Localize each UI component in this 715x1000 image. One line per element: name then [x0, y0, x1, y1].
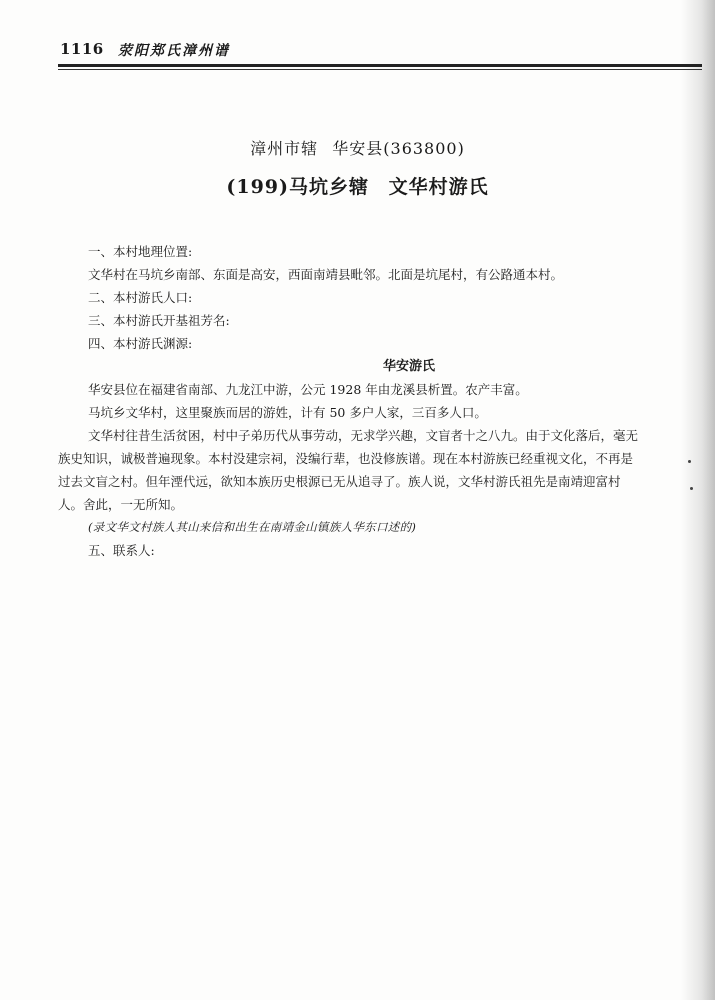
page-number: 1116: [60, 40, 104, 58]
section-1-heading: 一、本村地理位置:: [88, 244, 193, 259]
title-township: (199)马坑乡辖: [226, 176, 369, 198]
scan-speck: [688, 460, 691, 463]
page-title: [0, 172, 715, 199]
paragraph-3-line-1: 文华村往昔生活贫困，村中子弟历代从事劳动，无求学兴趣，文盲者十之八九。由于文化落后，毫无: [88, 428, 639, 443]
running-title: 荥阳郑氏漳州谱: [118, 43, 230, 59]
header-rule-thin: [58, 69, 702, 70]
section-5-heading: 五、联系人:: [88, 543, 155, 558]
header-rule-thick: [58, 64, 702, 67]
section-2-heading: 二、本村游氏人口:: [88, 290, 193, 305]
section-1-text: 文华村在马坑乡南部、东面是高安，西面南靖县毗邻。北面是坑尾村，有公路通本村。: [88, 267, 564, 282]
paragraph-3-line-2: 族史知识，诚极普遍现象。本村没建宗祠，没编行辈，也没修族谱。现在本村游族已经重视文化，不再是: [58, 451, 634, 466]
section-4-heading: 四、本村游氏渊源:: [88, 336, 193, 351]
section-4-subheading: 华安游氏: [382, 359, 435, 374]
subtitle-county: 华安县(363800): [332, 139, 465, 158]
source-note: (录文华文村族人其山来信和出生在南靖金山镇族人华东口述的): [88, 520, 417, 534]
title-village: 文华村游氏: [388, 176, 489, 198]
paragraph-1: 华安县位在福建省南部、九龙江中游，公元 1928 年由龙溪县析置。农产丰富。: [88, 382, 528, 397]
section-subtitle: [0, 136, 715, 159]
document-body: [58, 240, 700, 562]
paragraph-3-line-4: 人。舍此，一无所知。: [58, 497, 184, 512]
page-header: [60, 40, 700, 62]
subtitle-city: 漳州市辖: [250, 139, 319, 158]
section-3-heading: 三、本村游氏开基祖芳名:: [88, 313, 230, 328]
paragraph-3-line-3: 过去文盲之村。但年湮代远，欲知本族历史根源已无从追寻了。族人说，文华村游氏祖先是南靖迎富村: [58, 474, 621, 489]
scan-speck: [690, 487, 693, 490]
paragraph-2: 马坑乡文华村，这里聚族而居的游姓，计有 50 多户人家，三百多人口。: [88, 405, 487, 420]
